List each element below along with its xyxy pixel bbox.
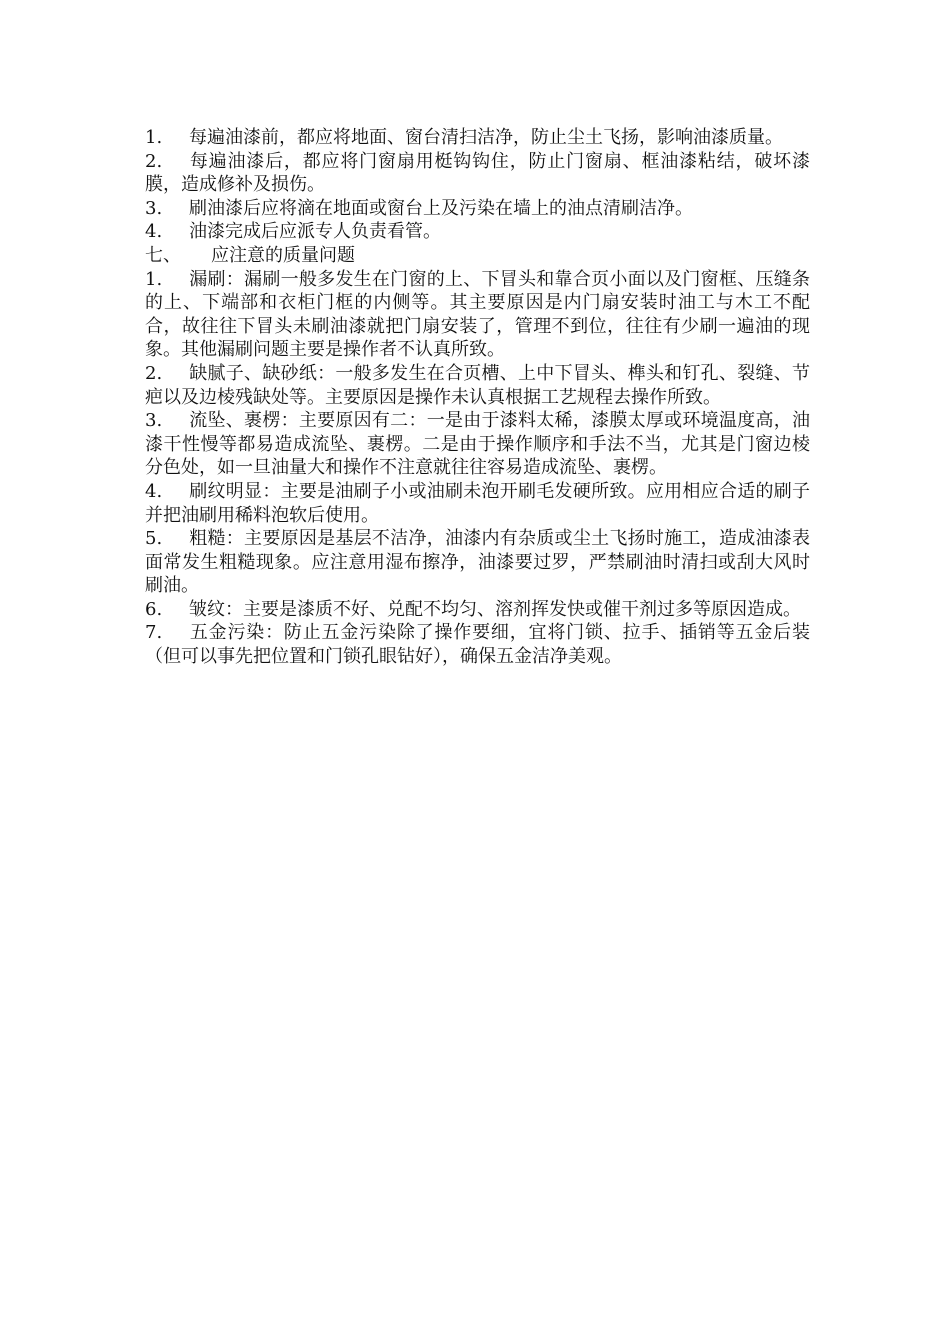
item-text: 刷纹明显：主要是油刷子小或油刷未泡开刷毛发硬所致。应用相应合适的刷子并把油刷用稀料泡软后使用。 <box>145 480 810 526</box>
item-number: 3. <box>145 410 163 432</box>
item-number: 4. <box>145 480 163 502</box>
item-number: 7. <box>145 622 163 644</box>
item-text: 粗糙：主要原因是基层不洁净，油漆内有杂质或尘土飞扬时施工，造成油漆表面常发生粗糙现象。应注意用湿布擦净，油漆要过罗，严禁刷油时清扫或刮大风时刷油。 <box>145 528 810 597</box>
item-text: 缺腻子、缺砂纸：一般多发生在合页槽、上中下冒头、榫头和钉孔、裂缝、节疤以及边棱残缺处等。主要原因是操作未认真根据工艺规程去操作所致。 <box>145 362 810 408</box>
item-number: 3. <box>145 197 163 219</box>
list-item <box>145 197 810 221</box>
section-heading <box>145 244 810 268</box>
item-number: 2. <box>145 150 163 172</box>
section-number: 七、 <box>145 244 181 266</box>
list-item <box>145 126 810 150</box>
list-item <box>145 220 810 244</box>
item-number: 1. <box>145 127 163 148</box>
item-text: 流坠、裹楞：主要原因有二：一是由于漆料太稀，漆膜太厚或环境温度高，油漆干性慢等都易造成流坠、裹楞。二是由于操作顺序和手法不当，尤其是门窗边棱分色处，如一旦油量大和操作不注意就往往容易造成流坠、裹楞。 <box>145 410 810 479</box>
list-item <box>145 362 810 409</box>
item-number: 5. <box>145 528 163 550</box>
list-item <box>145 527 810 598</box>
item-text: 每遍油漆前，都应将地面、窗台清扫洁净，防止尘土飞扬，影响油漆质量。 <box>189 127 783 148</box>
item-text: 油漆完成后应派专人负责看管。 <box>189 221 441 243</box>
item-number: 2. <box>145 362 163 384</box>
list-item <box>145 621 810 668</box>
list-item <box>145 598 810 622</box>
item-text: 皱纹：主要是漆质不好、兑配不均匀、溶剂挥发快或催干剂过多等原因造成。 <box>189 598 801 620</box>
item-text: 漏刷：漏刷一般多发生在门窗的上、下冒头和靠合页小面以及门窗框、压缝条的上、下端部和衣柜门框的内侧等。其主要原因是内门扇安装时油工与木工不配合，故往往下冒头未刷油漆就把门扇安装了，管理不到位，往往有少刷一遍油的现象。其他漏刷问题主要是操作者不认真所致。 <box>145 268 810 361</box>
section-title: 应注意的质量问题 <box>211 244 355 266</box>
list-item <box>145 480 810 527</box>
list-item <box>145 409 810 480</box>
item-text: 五金污染：防止五金污染除了操作要细，宜将门锁、拉手、插销等五金后装（但可以事先把位置和门锁孔眼钻好），确保五金洁净美观。 <box>145 622 810 668</box>
item-number: 1. <box>145 268 163 290</box>
list-item <box>145 150 810 197</box>
list-item <box>145 268 810 362</box>
item-text: 每遍油漆后，都应将门窗扇用梃钩钩住，防止门窗扇、框油漆粘结，破坏漆膜，造成修补及损伤。 <box>145 150 810 196</box>
item-number: 6. <box>145 598 163 620</box>
document-page <box>145 126 810 669</box>
item-text: 刷油漆后应将滴在地面或窗台上及污染在墙上的油点清刷洁净。 <box>189 197 693 219</box>
item-number: 4. <box>145 221 163 243</box>
